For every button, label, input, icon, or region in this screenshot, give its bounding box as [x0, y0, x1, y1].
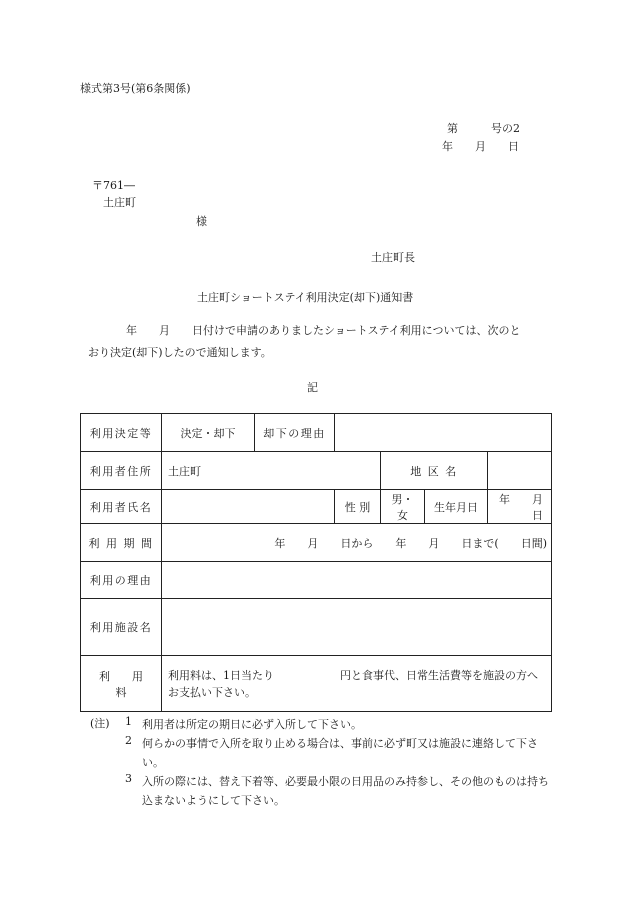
recipient-honorific: 様	[196, 215, 207, 228]
value-name	[162, 490, 335, 524]
label-sex: 性 別	[335, 490, 381, 524]
row-facility	[81, 599, 552, 656]
note-1-number: 1	[125, 715, 132, 728]
row-period	[81, 524, 552, 562]
note-3-text: 入所の際には、替え下着等、必要最小限の日用品のみ持参し、その他のものは持ち込まないようにして下さい。	[142, 775, 549, 807]
label-purpose: 利用の理由	[81, 562, 162, 599]
document-title: 土庄町ショートステイ利用決定(却下)通知書	[197, 291, 414, 304]
note-2-number: 2	[125, 734, 132, 747]
body-line-1: 年 月 日付けで申請のありましたショートステイ利用については、次のと	[126, 324, 521, 337]
value-decision: 決定・却下	[162, 414, 255, 452]
label-period: 利 用 期 間	[81, 524, 162, 562]
row-decision	[81, 414, 552, 452]
value-fee	[162, 656, 552, 712]
label-birthdate: 生年月日	[425, 490, 488, 524]
fee-line-1: 利用料は、1日当たり 円と食事代、日常生活費等を施設の方へ	[168, 668, 538, 682]
notes-prefix: (注)	[90, 717, 110, 730]
row-fee	[81, 656, 552, 712]
document-number: 第 号の2	[447, 122, 520, 135]
value-rejection-reason	[335, 414, 552, 452]
sender-name: 土庄町長	[371, 251, 415, 264]
body-text	[88, 320, 550, 364]
ki-heading: 記	[307, 381, 318, 394]
value-period: 年 月 日から 年 月 日まで( 日間)	[162, 524, 552, 562]
label-rejection-reason: 却下の理由	[255, 414, 335, 452]
note-2-text: 何らかの事情で入所を取り止める場合は、事前に必ず町又は施設に連絡して下さい。	[142, 737, 538, 769]
row-name	[81, 490, 552, 524]
value-birthdate: 年 月 日	[488, 490, 552, 524]
form-number: 様式第3号(第6条関係)	[80, 82, 191, 95]
label-address: 利用者住所	[81, 452, 162, 490]
decision-table	[80, 413, 565, 712]
row-purpose	[81, 562, 552, 599]
value-district	[488, 452, 552, 490]
value-address: 土庄町	[162, 452, 381, 490]
recipient-town: 土庄町	[103, 196, 136, 209]
row-address	[81, 452, 552, 490]
body-line-2: おり決定(却下)したので通知します。	[88, 346, 272, 359]
label-fee: 利 用 料	[81, 656, 162, 712]
label-district: 地 区 名	[381, 452, 488, 490]
label-name: 利用者氏名	[81, 490, 162, 524]
value-purpose	[162, 562, 552, 599]
note-3-number: 3	[125, 772, 132, 785]
issue-date: 年 月 日	[442, 140, 519, 153]
value-sex: 男・女	[381, 490, 425, 524]
value-facility	[162, 599, 552, 656]
label-facility: 利用施設名	[81, 599, 162, 656]
note-1-text: 利用者は所定の期日に必ず入所して下さい。	[142, 718, 362, 731]
label-decision: 利用決定等	[81, 414, 162, 452]
recipient-postal-code: 〒761―	[92, 179, 135, 192]
fee-line-2: お支払い下さい。	[168, 685, 256, 699]
